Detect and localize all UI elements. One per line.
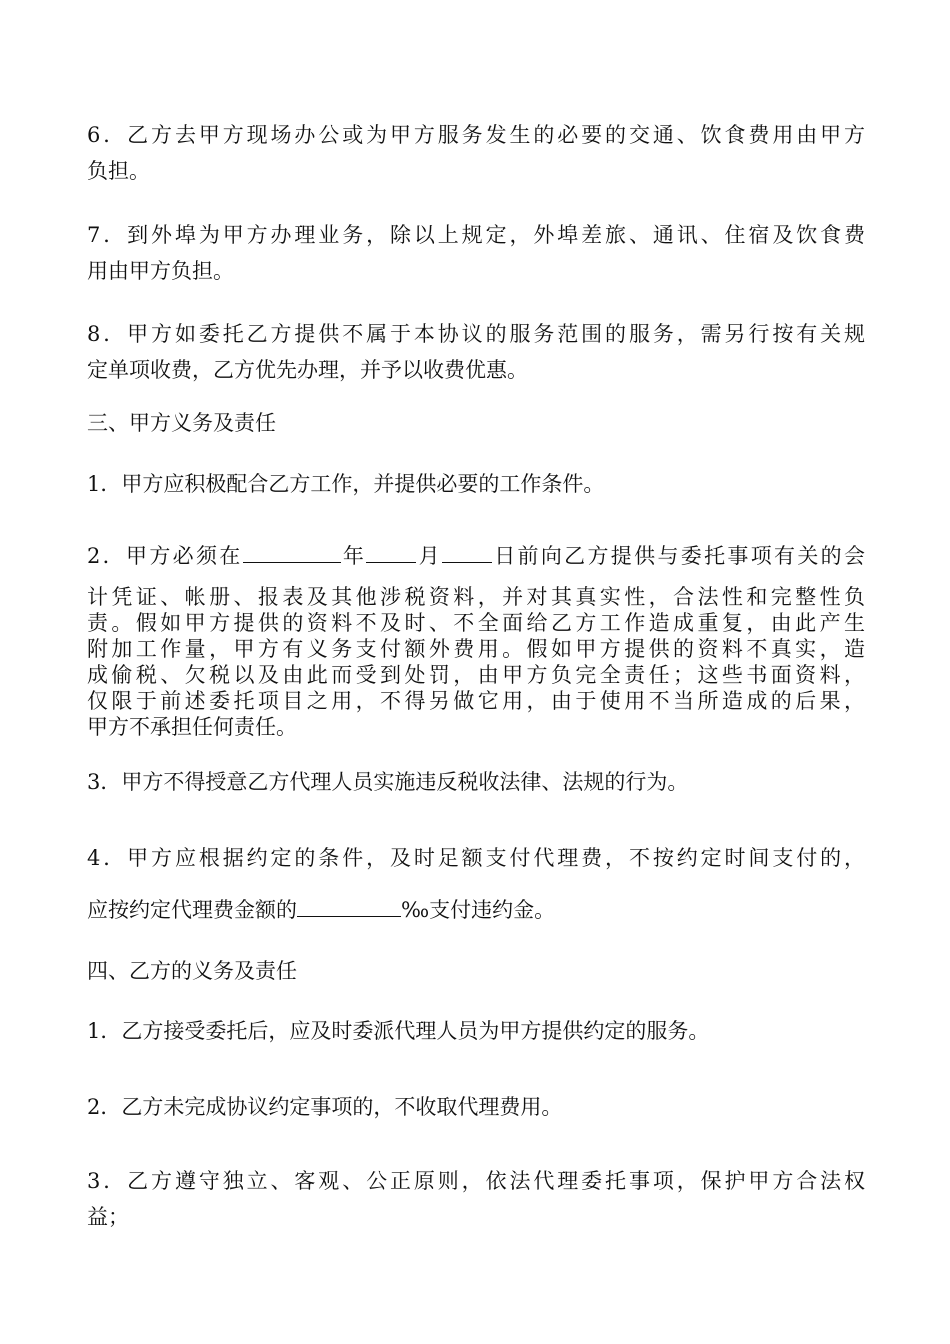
clause-3-4-line-2 <box>87 892 865 928</box>
section-3-heading: 三、甲方义务及责任 <box>87 411 276 435</box>
clause-3-2-rest: 日前向乙方提供与委托事项有关的会 <box>491 544 866 568</box>
clause-4-2: 2．乙方未完成协议约定事项的，不收取代理费用。 <box>87 1095 563 1119</box>
year-label: 年 <box>340 544 367 568</box>
clause-2-7 <box>87 217 865 289</box>
clause-line: 3．乙方遵守独立、客观、公正原则，依法代理委托事项，保护甲方合法权 <box>87 1169 865 1193</box>
clause-2-8 <box>87 316 865 388</box>
penalty-rate-blank <box>297 894 401 917</box>
clause-line: 仅限于前述委托项目之用，不得另做它用，由于使用不当所造成的后果， <box>87 689 865 713</box>
clause-line: 甲方不承担任何责任。 <box>87 715 297 739</box>
penalty-prefix: 应按约定代理费金额的 <box>87 898 297 922</box>
clause-4-1: 1．乙方接受委托后，应及时委派代理人员为甲方提供约定的服务。 <box>87 1019 710 1043</box>
clause-line: 成偷税、欠税以及由此而受到处罚，由甲方负完全责任；这些书面资料， <box>87 663 865 687</box>
clause-4-3 <box>87 1163 865 1235</box>
clause-3-2-first-line <box>87 538 865 574</box>
month-blank <box>366 540 416 563</box>
penalty-suffix: ‰支付违约金。 <box>401 898 556 922</box>
clause-line: 计凭证、帐册、报表及其他涉税资料，并对其真实性，合法性和完整性负 <box>87 585 865 609</box>
day-blank <box>442 540 492 563</box>
clause-3-2-prefix: 2．甲方必须在 <box>87 544 243 568</box>
clause-line: 负担。 <box>87 159 150 183</box>
section-4-heading: 四、乙方的义务及责任 <box>87 959 297 983</box>
clause-3-1: 1．甲方应积极配合乙方工作，并提供必要的工作条件。 <box>87 472 605 496</box>
clause-3-2-body <box>87 584 865 740</box>
clause-line: 责。假如甲方提供的资料不及时、不全面给乙方工作造成重复，由此产生 <box>87 611 865 635</box>
clause-line: 用由甲方负担。 <box>87 259 234 283</box>
clause-line: 益； <box>87 1205 129 1229</box>
year-blank <box>243 540 341 563</box>
clause-line: 定单项收费，乙方优先办理，并予以收费优惠。 <box>87 358 528 382</box>
clause-3-3: 3．甲方不得授意乙方代理人员实施违反税收法律、法规的行为。 <box>87 770 689 794</box>
clause-3-4-line-1: 4．甲方应根据约定的条件，及时足额支付代理费，不按约定时间支付的， <box>87 846 865 870</box>
month-label: 月 <box>416 544 442 568</box>
clause-line: 8．甲方如委托乙方提供不属于本协议的服务范围的服务，需另行按有关规 <box>87 322 865 346</box>
clause-line: 7．到外埠为甲方办理业务，除以上规定，外埠差旅、通讯、住宿及饮食费 <box>87 223 865 247</box>
clause-2-6 <box>87 117 865 189</box>
clause-line: 附加工作量，甲方有义务支付额外费用。假如甲方提供的资料不真实，造 <box>87 637 865 661</box>
clause-line: 6．乙方去甲方现场办公或为甲方服务发生的必要的交通、饮食费用由甲方 <box>87 123 865 147</box>
